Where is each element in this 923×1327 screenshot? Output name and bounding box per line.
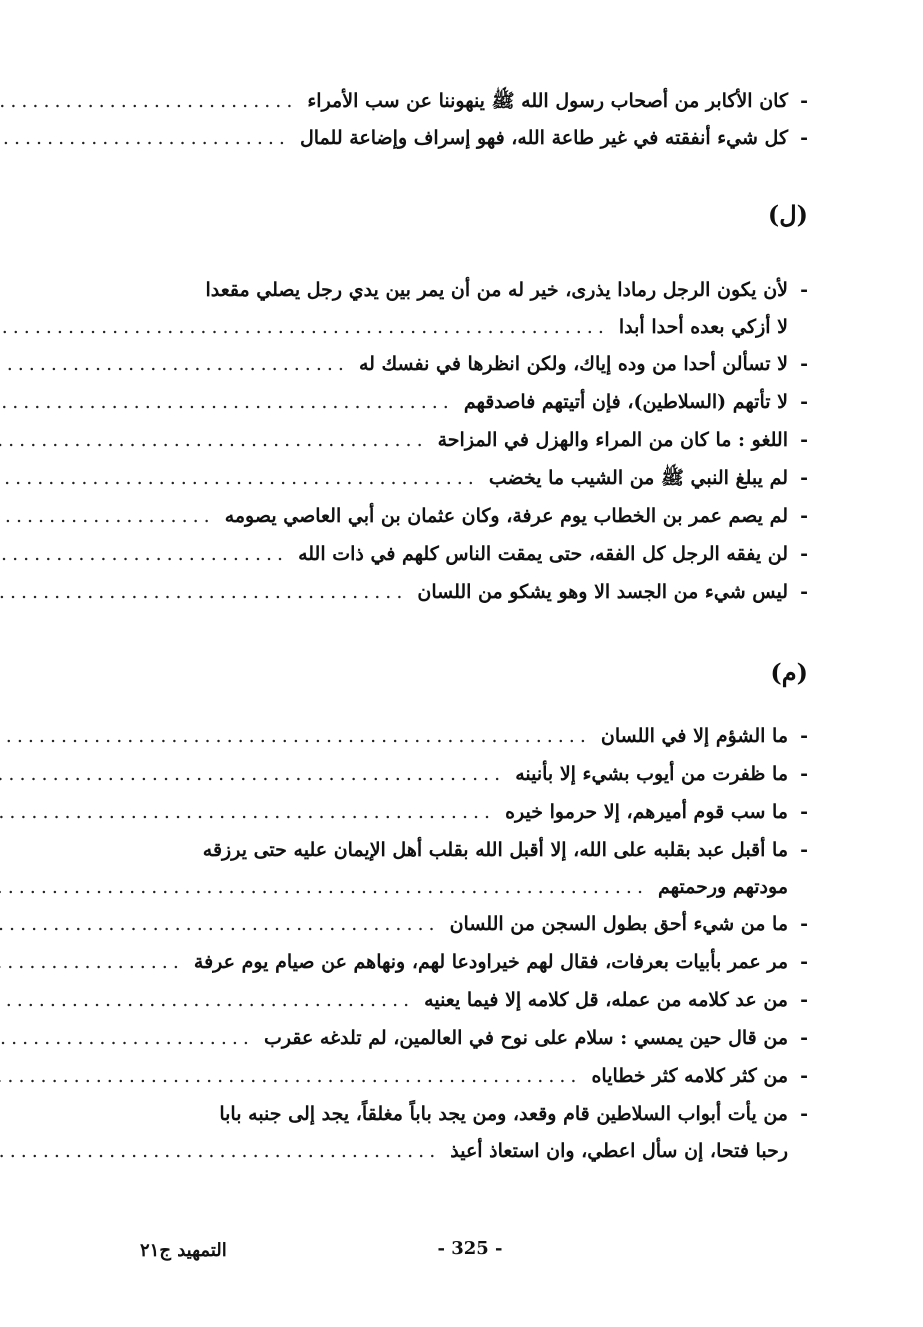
- entry-line: [140, 982, 808, 1019]
- entry-line: [140, 718, 808, 755]
- index-entry: [140, 83, 808, 120]
- index-entry: [140, 1058, 808, 1095]
- entry-bullet: -: [800, 429, 808, 451]
- entry-line: [140, 756, 808, 793]
- leader-dots: [0, 906, 440, 943]
- section-heading-lam: (ل): [767, 200, 808, 229]
- entry-text: لن يفقه الرجل كل الفقه، حتى يمقت الناس كلهم في ذات الله: [298, 543, 788, 565]
- entry-text: اللغو : ما كان من المراء والهزل في المزاحة: [437, 429, 788, 451]
- index-entry: [140, 120, 808, 157]
- entry-bullet: -: [800, 1027, 808, 1049]
- entry-line: [140, 83, 808, 120]
- entry-text: ليس شيء من الجسد الا وهو يشكو من اللسان: [417, 581, 788, 603]
- entry-text: رحبا فتحا، إن سأل اعطي، وان استعاذ أعيذ: [450, 1140, 788, 1162]
- entry-bullet: -: [800, 763, 808, 785]
- entry-line: [140, 384, 808, 421]
- entry-bullet: -: [800, 391, 808, 413]
- entry-text: ما الشؤم إلا في اللسان: [600, 725, 788, 747]
- entry-bullet: -: [800, 1065, 808, 1087]
- entry-bullet: -: [800, 279, 808, 301]
- entry-bullet: -: [800, 801, 808, 823]
- entry-text: مودتهم ورحمتهم: [658, 876, 788, 898]
- entry-bullet: -: [800, 725, 808, 747]
- entry-bullet: -: [800, 989, 808, 1011]
- entry-bullet: -: [800, 90, 808, 112]
- leader-dots: [0, 1020, 254, 1057]
- entry-line: [140, 944, 808, 981]
- entry-line: [140, 1020, 808, 1057]
- entry-text: من يأت أبواب السلاطين قام وقعد، ومن يجد باباً مغلقاً، يجد إلى جنبه بابا: [219, 1103, 788, 1125]
- index-entry: [140, 460, 808, 497]
- section-heading-mim: (م): [770, 658, 808, 687]
- entry-line: [140, 120, 808, 157]
- index-entry: [140, 574, 808, 611]
- entry-text: لأن يكون الرجل رمادا يذرى، خير له من أن يمر بين يدي رجل يصلي مقعدا: [205, 279, 788, 301]
- entry-text: لا تسألن أحدا من وده إياك، ولكن انظرها في نفسك له: [358, 353, 788, 375]
- entry-line: [140, 272, 808, 309]
- entry-bullet: -: [800, 839, 808, 861]
- leader-dots: [0, 944, 184, 981]
- entry-bullet: -: [800, 951, 808, 973]
- entry-bullet: -: [800, 127, 808, 149]
- entry-bullet: -: [800, 1103, 808, 1125]
- index-entry: [140, 346, 808, 383]
- leader-dots: [0, 83, 297, 120]
- index-entry: [140, 906, 808, 943]
- leader-dots: [0, 422, 428, 459]
- index-entry: [140, 272, 808, 346]
- leader-dots: [0, 346, 349, 383]
- entry-line: [140, 498, 808, 535]
- leader-dots: [0, 460, 479, 497]
- index-entry: [140, 756, 808, 793]
- entry-text: ما سب قوم أميرهم، إلا حرموا خيره: [505, 801, 788, 823]
- leader-dots: [0, 794, 495, 831]
- entry-line: [140, 832, 808, 869]
- entry-text: لم يصم عمر بن الخطاب يوم عرفة، وكان عثمان بن أبي العاصي يصومه: [224, 505, 788, 527]
- footer-book-title: التمهيد ج٢١: [140, 1240, 227, 1261]
- index-entry: [140, 498, 808, 535]
- entry-text: من عد كلامه من عمله، قل كلامه إلا فيما يعنيه: [424, 989, 788, 1011]
- leader-dots: [0, 982, 414, 1019]
- index-entry: [140, 384, 808, 421]
- index-entry: [140, 1020, 808, 1057]
- entry-line: [140, 906, 808, 943]
- index-entry: [140, 794, 808, 831]
- entry-line: [140, 422, 808, 459]
- leader-dots: [0, 1058, 581, 1095]
- leader-dots: [0, 869, 648, 906]
- entry-line: [140, 536, 808, 573]
- entry-text: كان الأكابر من أصحاب رسول الله ﷺ ينهوننا عن سب الأمراء: [307, 90, 788, 112]
- entry-line: [140, 460, 808, 497]
- leader-dots: [0, 120, 290, 157]
- entry-text: كل شيء أنفقته في غير طاعة الله، فهو إسراف وإضاعة للمال: [299, 127, 788, 149]
- entry-text: مر عمر بأبيات بعرفات، فقال لهم خيراودعا لهم، ونهاهم عن صيام يوم عرفة: [193, 951, 788, 973]
- entry-line: [140, 309, 808, 346]
- entry-line: [140, 794, 808, 831]
- leader-dots: [0, 718, 591, 755]
- index-entry: [140, 1096, 808, 1170]
- entry-text: لا تأتهم (السلاطين)، فإن أتيتهم فاصدقهم: [463, 391, 788, 413]
- leader-dots: [0, 536, 288, 573]
- entry-text: لم يبلغ النبي ﷺ من الشيب ما يخضب: [488, 467, 788, 489]
- entry-text: لا أزكي بعده أحدا أبدا: [618, 316, 788, 338]
- entry-text: من قال حين يمسي : سلام على نوح في العالمين، لم تلدغه عقرب: [263, 1027, 788, 1049]
- leader-dots: [0, 309, 609, 346]
- entry-line: [140, 574, 808, 611]
- index-entry: [140, 718, 808, 755]
- entry-line: [140, 1058, 808, 1095]
- entry-line: [140, 1096, 808, 1133]
- entry-text: من كثر كلامه كثر خطاياه: [591, 1065, 788, 1087]
- leader-dots: [0, 756, 505, 793]
- leader-dots: [0, 1133, 440, 1170]
- entry-line: [140, 1133, 808, 1170]
- entry-bullet: -: [800, 505, 808, 527]
- entry-bullet: -: [800, 353, 808, 375]
- index-entry: [140, 982, 808, 1019]
- leader-dots: [0, 574, 407, 611]
- leader-dots: [0, 498, 215, 535]
- entry-text: ما أقبل عبد بقلبه على الله، إلا أقبل الله بقلب أهل الإيمان عليه حتى يرزقه: [202, 839, 788, 861]
- entry-bullet: -: [800, 581, 808, 603]
- leader-dots: [0, 384, 454, 421]
- entry-text: ما من شيء أحق بطول السجن من اللسان: [449, 913, 788, 935]
- index-entry: [140, 944, 808, 981]
- index-entry: [140, 536, 808, 573]
- entry-bullet: -: [800, 543, 808, 565]
- entry-line: [140, 346, 808, 383]
- entry-bullet: -: [800, 467, 808, 489]
- entry-text: ما ظفرت من أيوب بشيء إلا بأنينه: [515, 763, 788, 785]
- index-entry: [140, 422, 808, 459]
- index-entry: [140, 832, 808, 906]
- footer-page-number: - 325 -: [437, 1238, 503, 1259]
- entry-line: [140, 869, 808, 906]
- entry-bullet: -: [800, 913, 808, 935]
